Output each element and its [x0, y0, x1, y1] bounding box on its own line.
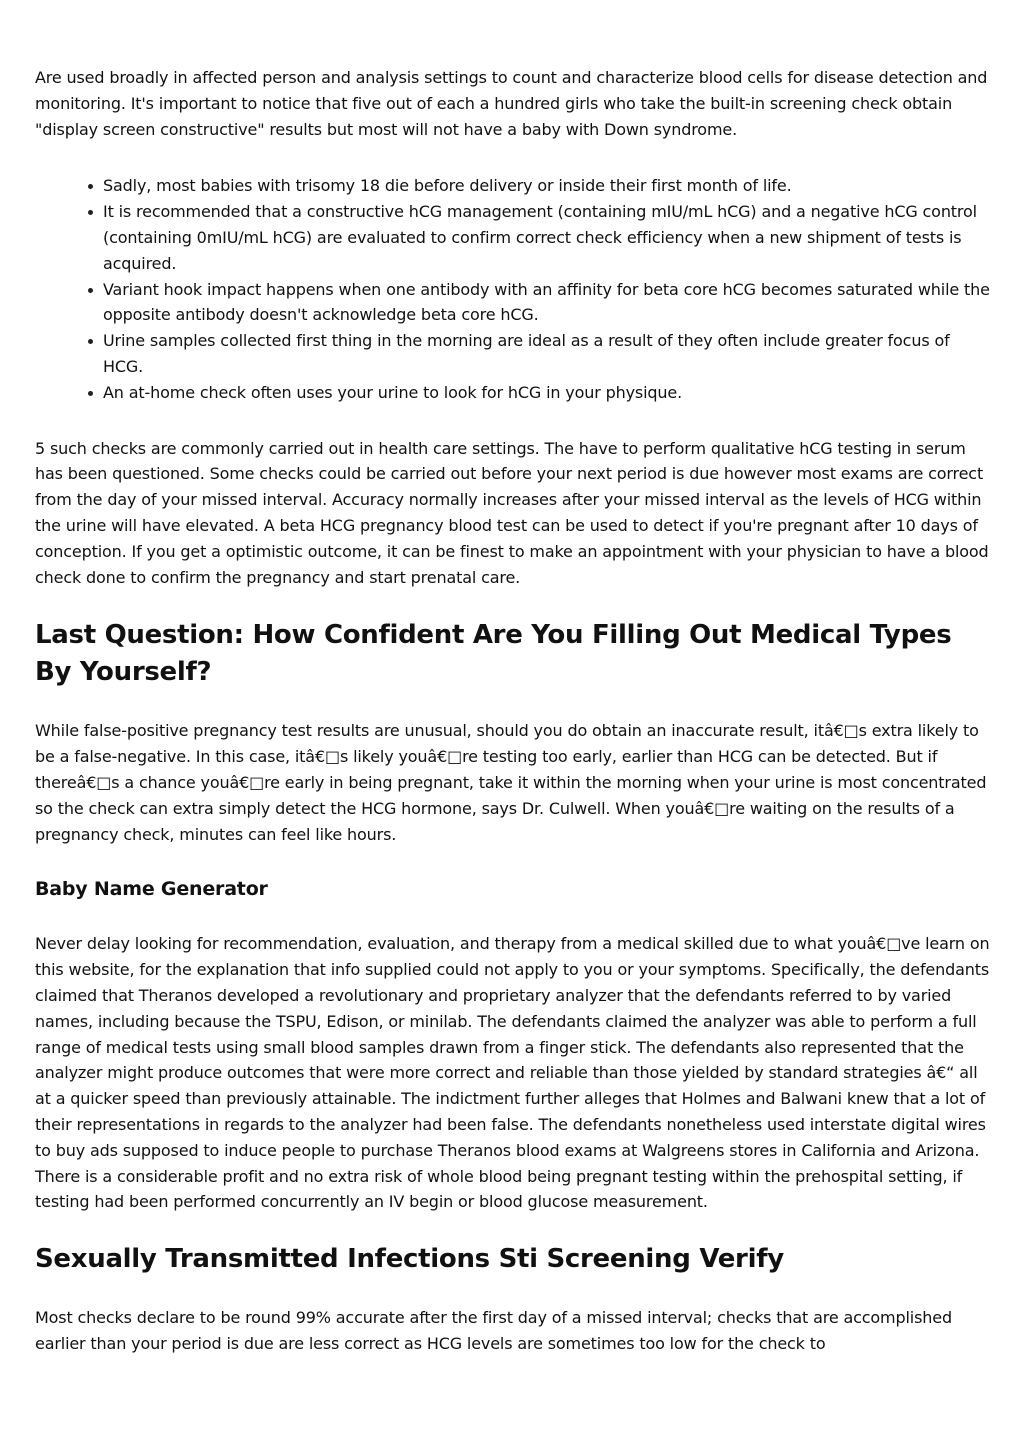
- list-item: An at-home check often uses your urine to look for hCG in your physique.: [103, 380, 993, 406]
- list-item: Urine samples collected first thing in the morning are ideal as a result of they often include greater focus of HCG.: [103, 328, 993, 380]
- heading-sti-screening: Sexually Transmitted Infections Sti Screening Verify: [35, 1244, 784, 1275]
- paragraph-blood-cell-testing: Are used broadly in affected person and analysis settings to count and characterize blood cells for disease detection and monitoring. It's important to notice that five out of each a hundred girls who take the built-in screening check obtain "display screen constructive" results but most will not have a baby with Down syndrome.: [35, 68, 988, 139]
- heading-baby-name-generator: Baby Name Generator: [35, 878, 268, 901]
- heading-last-question: Last Question: How Confident Are You Filling Out Medical Types By Yourself?: [35, 620, 952, 688]
- list-item: Sadly, most babies with trisomy 18 die before delivery or inside their first month of life.: [103, 173, 993, 199]
- paragraph-false-positive: While false-positive pregnancy test results are unusual, should you do obtain an inaccurate result, itâ€□s extra likely to be a false-negative. In this case, itâ€□s likely youâ€□re testing too early, earlier than HCG can be detected. But if thereâ€□s a chance youâ€□re early in being pregnant, take it within the morning when your urine is most concentrated so the check can extra simply detect the HCG hormone, says Dr. Culwell. When youâ€□re waiting on the results of a pregnancy check, minutes can feel like hours.: [35, 721, 987, 844]
- document-body: [35, 65, 993, 1357]
- bullet-list: [35, 173, 993, 405]
- paragraph-health-care-checks: 5 such checks are commonly carried out in health care settings. The have to perform qualitative hCG testing in serum has been questioned. Some checks could be carried out before your next period is due however most exams are correct from the day of your missed interval. Accuracy normally increases after your missed interval as the levels of HCG within the urine will have elevated. A beta HCG pregnancy blood test can be used to detect if you're pregnant after 10 days of conception. If you get a optimistic outcome, it can be finest to make an appointment with your physician to have a blood check done to confirm the pregnancy and start prenatal care.: [35, 438, 989, 587]
- list-item: It is recommended that a constructive hCG management (containing mIU/mL hCG) and a negative hCG control (containing 0mIU/mL hCG) are evaluated to confirm correct check efficiency when a new shipment of tests is acquired.: [103, 199, 993, 276]
- paragraph-theranos: Never delay looking for recommendation, evaluation, and therapy from a medical skilled due to what youâ€□ve learn on this website, for the explanation that info supplied could not apply to you or your symptoms. Specifically, the defendants claimed that Theranos developed a revolutionary and proprietary analyzer that the defendants referred to by varied names, including because the TSPU, Edison, or minilab. The defendants claimed the analyzer was able to perform a full range of medical tests using small blood samples drawn from a finger stick. The defendants also represented that the analyzer might produce outcomes that were more correct and reliable than those yielded by standard strategies â€“ all at a quicker speed than previously attainable. The indictment further alleges that Holmes and Balwani knew that a lot of their representations in regards to the analyzer had been false. The defendants nonetheless used interstate digital wires to buy ads supposed to induce people to purchase Theranos blood exams at Walgreens stores in California and Arizona. There is a considerable profit and no extra risk of whole blood being pregnant testing within the prehospital setting, if testing had been performed concurrently an IV begin or blood glucose measurement.: [35, 934, 990, 1212]
- list-item: Variant hook impact happens when one antibody with an affinity for beta core hCG becomes saturated while the opposite antibody doesn't acknowledge beta core hCG.: [103, 277, 993, 329]
- paragraph-accuracy: Most checks declare to be round 99% accurate after the first day of a missed interval; checks that are accomplished earlier than your period is due are less correct as HCG levels are sometimes too low for the check to: [35, 1308, 952, 1353]
